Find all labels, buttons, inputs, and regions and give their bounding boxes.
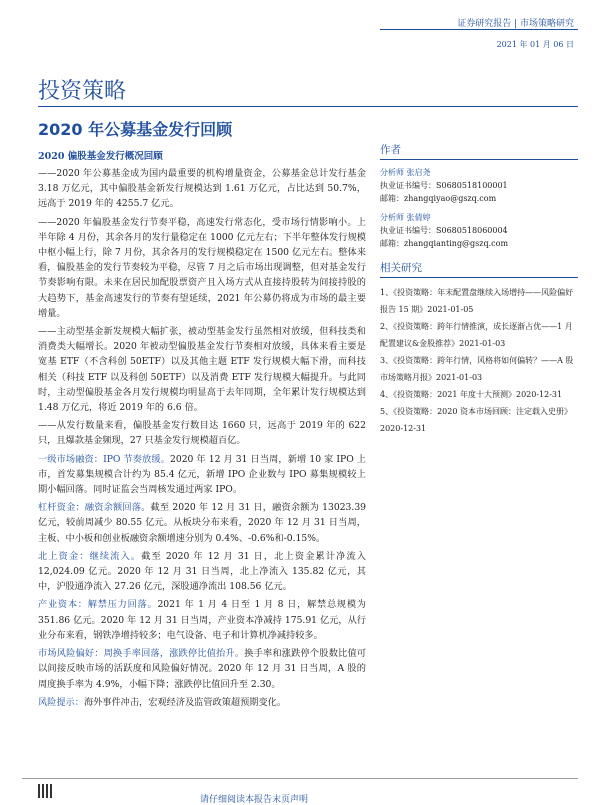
- tagged-paragraph: [38, 646, 366, 692]
- cert-label: 执业证书编号：: [380, 226, 436, 235]
- footer-disclaimer: 请仔细阅读本报告末页声明: [200, 795, 309, 805]
- author-name: 张启尧: [406, 168, 431, 177]
- related-item[interactable]: 2、《投资策略：跨年行情推演，成长逐渐占优——1 月配置建议&金股推荐》2021-01-03: [380, 322, 573, 348]
- author-block: [380, 166, 578, 205]
- breadcrumb: 证券研究报告 | 市场策略研究: [457, 19, 574, 29]
- paragraph-tag: 杠杆资金：融资余额回落。: [38, 502, 151, 514]
- paragraph-body: 截至 2020 年 12 月 31 日，北上资金累计净流入 12,024.09 亿元。2020 年 12 月 31 日当周，北上净流入 135.82 亿元，其中，沪股通净流入 27.26 亿元，深股通净流出 108.56 亿元。: [38, 550, 366, 593]
- tagged-paragraph: [38, 549, 366, 595]
- footer-divider: [22, 778, 578, 779]
- brand-divider: [38, 106, 578, 107]
- author-role: 分析师: [380, 168, 404, 177]
- cert-number: S0680518060004: [436, 226, 508, 235]
- related-item[interactable]: 1、《投资策略：年末配置盘继续入场增持——风险偏好报告 15 期》2021-01-05: [380, 288, 574, 314]
- paragraph: ——从发行数量来看，偏股基金发行数目达 1660 只，远高于 2019 年的 622 只，且爆款基金频现，27 只基金发行规模超百亿。: [38, 420, 366, 447]
- paragraph-body: 2021 年 1 月 4 日至 1 月 8 日，解禁总规模为 351.86 亿元。2020 年 12 月 31 日当周，产业资本净减持 175.91 亿元，从行业分布来看，钢铁净增持较多；电气设备、电子和计算机净减持较多。: [38, 599, 366, 641]
- author-block: [380, 211, 578, 250]
- paragraph: ——2020 年偏股基金发行节奏平稳，高速发行常态化，受市场行情影响小。上半年除 4 月份，其余各月的发行量稳定在 1000 亿元左右；下半年整体发行规模中枢小幅上行，除 7 月份，其余各月的发行规模稳定在 1500 亿元左右。整体来看，偏股基金的发行节奏较为平稳，尽管 7 月之后市场出现调整，但对基金发行节奏影响有限。未来在居民加配股票资产且入场方式从直接持股转为间接持股的大趋势下，基金高速发行的节奏有望延续，2021 年公募仍将成为市场的最主要增量。: [38, 216, 366, 319]
- related-heading: 相关研究: [380, 260, 578, 278]
- report-header: [457, 16, 574, 50]
- brand-title: 投资策略: [38, 79, 127, 104]
- tagged-paragraph: [38, 452, 366, 498]
- paragraph-body: 换手率和涨跌停个股数比值可以间接反映市场的活跃度和风险偏好情况。2020 年 12 月 31 日当周，A 股的周度换手率为 4.9%，小幅下降；涨跌停比值回升至 2.30。: [38, 648, 367, 690]
- paragraph-tag: 市场风险偏好：周换手率回落，涨跌停比值抬升。: [38, 648, 245, 660]
- paragraph-body: 2020 年 12 月 31 日当周，新增 10 家 IPO 上市，首发募集规模合计约为 85.4 亿元，新增 IPO 企业数与 IPO 募集规模较上期小幅回落。同时证监会当周核发通过两家 IPO。: [38, 453, 366, 496]
- author-name: 张倩婷: [406, 213, 431, 222]
- tagged-paragraph: [38, 597, 366, 643]
- paragraph-tag: 产业资本：解禁压力回落。: [38, 599, 158, 611]
- related-list: [380, 284, 578, 437]
- related-item[interactable]: 5、《投资策略：2020 资本市场回顾：注定载入史册》2020-12-31: [380, 407, 572, 433]
- sidebar: [380, 142, 578, 437]
- authors-heading: 作者: [380, 142, 578, 160]
- paragraph-tag: 风险提示：: [38, 696, 84, 708]
- tagged-paragraph: [38, 500, 366, 546]
- email-label: 邮箱：: [380, 239, 404, 248]
- section-subtitle: 2020 偏股基金发行概况回顾: [38, 151, 163, 162]
- paragraph-body: 截至 2020 年 12 月 31 日，融资余额为 13023.39 亿元，较前周减少 80.55 亿元。从板块分布来看，2020 年 12 月 31 日当周，主板、中小板和创业板融资余额增速分别为 0.4%、-0.6%和-0.15%。: [38, 502, 367, 544]
- author-email[interactable]: zhangqianting@gszq.com: [404, 239, 509, 248]
- paragraph: ——主动型基金新发规模大幅扩张，被动型基金发行虽然相对放缓，但科技类和消费类大幅增长。2020 年被动型偏股基金发行节奏相对放缓，具体来看主要是宽基 ETF（不含科创 50ETF）以及其他主题 ETF 发行规模大幅下滑，而科技相关（科技 ETF 以及科创 50ETF）以及消费 ETF 发行规模大幅提升。与此同时，主动型偏股基金各月发行规模均明显高于去年同期，全年累计发行规模达到 1.48 万亿元，将近 2019 年的 6.6 倍。: [38, 326, 366, 414]
- paragraph-body: 海外事件冲击，宏观经济及监管政策超预期变化。: [83, 696, 287, 708]
- related-item[interactable]: 3、《投资策略：跨年行情，风格将如何偏转？——A 股市场策略月报》2021-01-03: [380, 356, 574, 382]
- paragraph-tag: 北上资金：继续流入。: [38, 550, 142, 562]
- report-date: 2021 年 01 月 06 日: [496, 40, 574, 49]
- author-email[interactable]: zhangqiyao@gszq.com: [404, 194, 497, 203]
- tagged-paragraph: [38, 695, 366, 710]
- page-title: 2020 年公募基金发行回顾: [38, 120, 233, 139]
- paragraph: ——2020 年公募基金成为国内最重要的机构增量资金，公募基金总计发行基金 3.18 万亿元，其中偏股基金新发行规模达到 1.61 万亿元，占比达到 50.7%，远高于 2019 年的 4255.7 亿元。: [38, 168, 366, 210]
- paragraph-tag: 一级市场融资：IPO 节奏放缓。: [38, 453, 170, 465]
- cert-number: S0680518100001: [436, 181, 508, 190]
- header-divider: [380, 29, 578, 30]
- qr-code-icon: [38, 784, 52, 798]
- main-column: [38, 166, 366, 713]
- email-label: 邮箱：: [380, 194, 404, 203]
- author-role: 分析师: [380, 213, 404, 222]
- related-item[interactable]: 4、《投资策略：2021 年度十大预测》2020-12-31: [380, 390, 563, 399]
- cert-label: 执业证书编号：: [380, 181, 436, 190]
